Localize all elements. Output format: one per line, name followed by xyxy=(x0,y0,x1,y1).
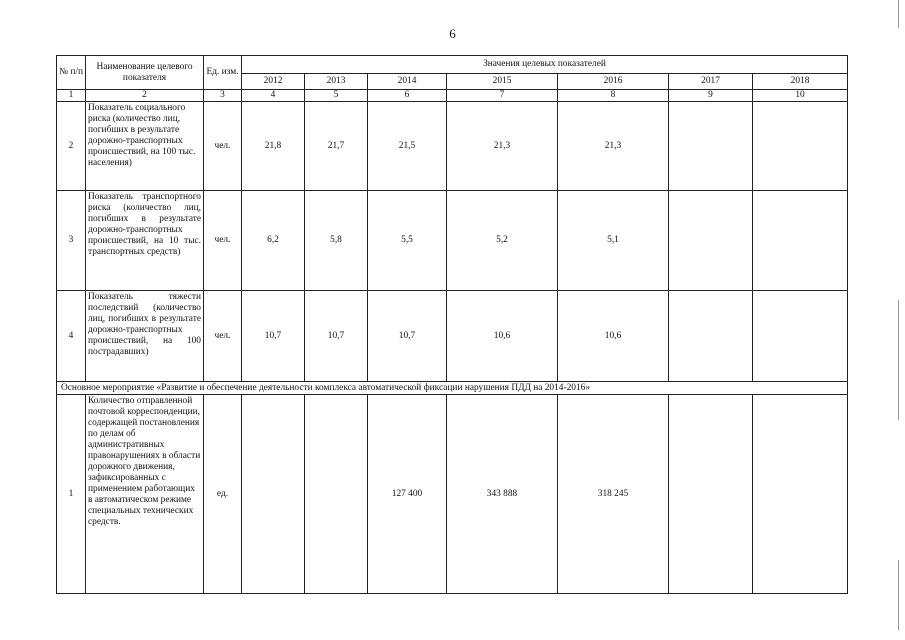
row-num: 1 xyxy=(57,395,86,594)
indicator-value: 10,6 xyxy=(447,291,558,382)
table-row xyxy=(57,102,848,191)
indicator-value xyxy=(305,395,368,594)
indicator-name: Количество отправленной почтовой корреспонденции, содержащей постановления по делам об административных правонарушениях в области дорожного движения, зафиксированных с применением работающих в автоматическом режиме специальных технических средств. xyxy=(86,395,204,594)
header-num: № п/п xyxy=(57,56,86,90)
table-row xyxy=(57,291,848,382)
indicator-value: 10,7 xyxy=(242,291,305,382)
indicator-value: 21,8 xyxy=(242,102,305,191)
column-number-row xyxy=(57,90,848,102)
indicator-value: 21,3 xyxy=(447,102,558,191)
section-title: Основное мероприятие «Развитие и обеспечение деятельности комплекса автоматической фиксации нарушения ПДД на 2014-2016» xyxy=(57,382,848,395)
header-year: 2015 xyxy=(447,74,558,90)
column-number: 5 xyxy=(305,90,368,102)
column-number: 1 xyxy=(57,90,86,102)
indicator-value: 6,2 xyxy=(242,191,305,291)
indicator-value: 10,6 xyxy=(558,291,669,382)
indicator-name: Показатель транспортного риска (количество лиц, погибших в результате дорожно-транспортных происшествий, на 10 тыс. транспортных средств) xyxy=(86,191,204,291)
indicator-value xyxy=(669,395,753,594)
indicator-name: Показатель тяжести последствий (количество лиц, погибших в результате дорожно-транспортных происшествий, на 100 пострадавших) xyxy=(86,291,204,382)
indicator-value: 318 245 xyxy=(558,395,669,594)
scan-edge-mark xyxy=(898,300,899,420)
header-year: 2014 xyxy=(368,74,447,90)
indicator-value: 21,3 xyxy=(558,102,669,191)
indicator-unit: чел. xyxy=(204,291,242,382)
target-indicators-table xyxy=(56,55,848,594)
header-year: 2018 xyxy=(753,74,848,90)
column-number: 6 xyxy=(368,90,447,102)
indicator-value: 127 400 xyxy=(368,395,447,594)
indicator-value xyxy=(669,191,753,291)
header-values-title: Значения целевых показателей xyxy=(242,56,848,74)
section-row xyxy=(57,382,848,395)
column-number: 10 xyxy=(753,90,848,102)
indicator-value xyxy=(753,291,848,382)
indicator-value: 21,7 xyxy=(305,102,368,191)
column-number: 8 xyxy=(558,90,669,102)
indicator-value xyxy=(242,395,305,594)
row-num: 3 xyxy=(57,191,86,291)
indicator-unit: ед. xyxy=(204,395,242,594)
indicator-unit: чел. xyxy=(204,102,242,191)
indicator-value: 5,2 xyxy=(447,191,558,291)
header-year: 2016 xyxy=(558,74,669,90)
table-row xyxy=(57,395,848,594)
column-number: 9 xyxy=(669,90,753,102)
indicator-value xyxy=(753,395,848,594)
indicator-value: 5,1 xyxy=(558,191,669,291)
indicator-unit: чел. xyxy=(204,191,242,291)
header-unit: Ед. изм. xyxy=(204,56,242,90)
header-name: Наименование целевого показателя xyxy=(86,56,204,90)
header-year: 2017 xyxy=(669,74,753,90)
column-number: 4 xyxy=(242,90,305,102)
page-number: 6 xyxy=(449,26,456,41)
indicator-value: 343 888 xyxy=(447,395,558,594)
indicator-value xyxy=(669,102,753,191)
indicator-name: Показатель социального риска (количество лиц, погибших в результате дорожно-транспортных происшествий, на 100 тыс. населения) xyxy=(86,102,204,191)
row-num: 2 xyxy=(57,102,86,191)
indicator-value xyxy=(753,191,848,291)
column-number: 2 xyxy=(86,90,204,102)
table-row xyxy=(57,191,848,291)
column-number: 7 xyxy=(447,90,558,102)
column-number: 3 xyxy=(204,90,242,102)
indicator-value: 10,7 xyxy=(368,291,447,382)
indicator-value: 10,7 xyxy=(305,291,368,382)
scan-edge-mark xyxy=(898,560,899,630)
indicator-value: 21,5 xyxy=(368,102,447,191)
row-num: 4 xyxy=(57,291,86,382)
indicator-value: 5,8 xyxy=(305,191,368,291)
header-year: 2013 xyxy=(305,74,368,90)
scan-edge-mark xyxy=(898,0,899,28)
indicator-value: 5,5 xyxy=(368,191,447,291)
indicator-value xyxy=(669,291,753,382)
header-year: 2012 xyxy=(242,74,305,90)
indicator-value xyxy=(753,102,848,191)
